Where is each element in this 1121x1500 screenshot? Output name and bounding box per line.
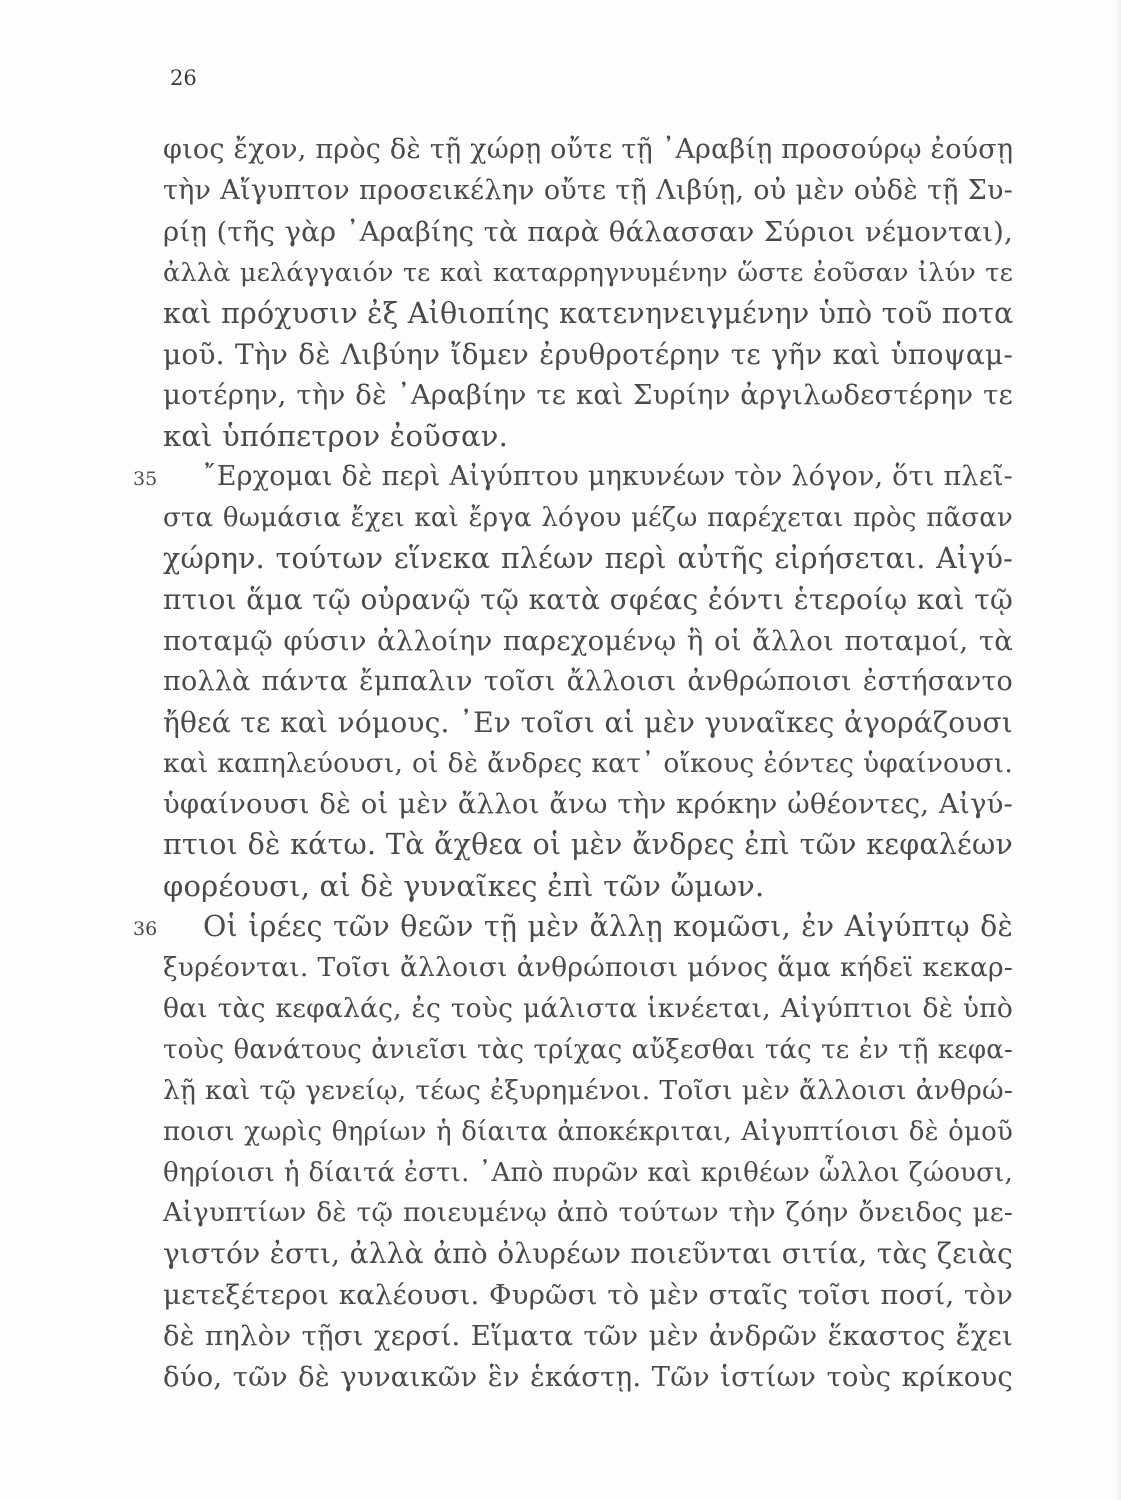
page-edge-shadow [1115,0,1121,1500]
text-line: πτιοι δὲ κάτω. Τὰ ἄχθεα οἱ μὲν ἄνδρες ἐπὶ τῶν κεφαλέων [163,828,1013,862]
text-line: ἤθεά τε καὶ νόμους. ᾽Εν τοῖσι αἱ μὲν γυναῖκες ἀγοράζουσι [163,705,1013,739]
section-number-35: 35 [133,468,158,491]
text-line: καὶ ὑπόπετρον ἐοῦσαν. [163,419,509,454]
text-line: ρίῃ (τῆς γὰρ ᾽Αραβίης τὰ παρὰ θάλασσαν Σύριοι νέμονται), [163,215,1013,248]
text-line: ἀλλὰ μελάγγαιόν τε καὶ καταρρηγνυμένην ὥστε ἐοῦσαν ἰλύν τε [163,257,1013,288]
text-line: δύο, τῶν δὲ γυναικῶν ἓν ἑκάστῃ. Τῶν ἱστίων τοὺς κρίκους [163,1361,1013,1393]
text-line: μοῦ. Τὴν δὲ Λιβύην ἴδμεν ἐρυθροτέρην τε γῆν καὶ ὑποψαμ- [163,337,1013,371]
text-line: Οἱ ἱρέες τῶν θεῶν τῇ μὲν ἄλλῃ κομῶσι, ἐν Αἰγύπτῳ δὲ [203,910,1013,944]
text-line: δὲ πηλὸν τῇσι χερσί. Εἵματα τῶν μὲν ἀνδρῶν ἕκαστος ἔχει [163,1320,1013,1353]
text-line: στα θωμάσια ἔχει καὶ ἔργα λόγου μέζω παρέχεται πρὸς πᾶσαν [163,503,1013,534]
text-line: Αἰγυπτίων δὲ τῷ ποιευμένῳ ἀπὸ τούτων τὴν ζόην ὄνειδος με- [163,1197,1013,1229]
text-line: ὑφαίνουσι δὲ οἱ μὲν ἄλλοι ἄνω τὴν κρόκην ὠθέοντες, Αἰγύ- [163,788,1013,821]
text-line: μετεξέτεροι καλέουσι. Φυρῶσι τὸ μὲν σταῖς τοῖσι ποσί, τὸν [163,1279,1013,1312]
text-line: καὶ καπηλεύουσι, οἱ δὲ ἄνδρες κατ᾽ οἴκους ἐόντες ὑφαίνουσι. [163,747,1013,779]
text-line: λῇ καὶ τῷ γενείῳ, τέως ἐξυρημένοι. Τοῖσι μὲν ἄλλοισι ἀνθρώ- [163,1074,1013,1106]
text-line: χώρην. τούτων εἵνεκα πλέων περὶ αὐτῆς εἰρήσεται. Αἰγύ- [163,542,1013,575]
page-number: 26 [170,66,197,90]
text-line: τὴν Αἴγυπτον προσεικέλην οὔτε τῇ Λιβύῃ, οὐ μὲν οὐδὲ τῇ Συ- [163,174,1013,206]
text-line: μοτέρην, τὴν δὲ ᾽Αραβίην τε καὶ Συρίην ἀργιλωδεστέρην τε [163,379,1013,412]
text-line: πολλὰ πάντα ἔμπαλιν τοῖσι ἄλλοισι ἀνθρώποισι ἐστήσαντο [163,665,1013,697]
text-line: τοὺς θανάτους ἀνιεῖσι τὰς τρίχας αὔξεσθαι τάς τε ἐν τῇ κεφα- [163,1034,1013,1065]
text-line: ποταμῷ φύσιν ἀλλοίην παρεχομένῳ ἢ οἱ ἄλλοι ποταμοί, τὰ [163,624,1013,657]
text-line: ῎Ερχομαι δὲ περὶ Αἰγύπτου μηκυνέων τὸν λόγον, ὅτι πλεῖ- [203,461,1013,493]
text-line: θαι τὰς κεφαλάς, ἐς τοὺς μάλιστα ἱκνέεται, Αἰγύπτιοι δὲ ὑπὸ [163,992,1013,1024]
text-line: φιος ἔχον, πρὸς δὲ τῇ χώρῃ οὔτε τῇ ᾽Αραβίῃ προσούρῳ ἐούσῃ [163,134,1014,165]
text-line: γιστόν ἐστι, ἀλλὰ ἀπὸ ὀλυρέων ποιεῦνται σιτία, τὰς ζειὰς [163,1237,1013,1271]
text-line: ποισι χωρὶς θηρίων ἡ δίαιτα ἀποκέκριται, Αἰγυπτίοισι δὲ ὁμοῦ [163,1116,1013,1147]
text-line: φορέουσι, αἱ δὲ γυναῖκες ἐπὶ τῶν ὤμων. [163,869,765,904]
text-line: πτιοι ἅμα τῷ οὐρανῷ τῷ κατὰ σφέας ἐόντι ἑτεροίῳ καὶ τῷ [163,582,1013,616]
text-line: θηρίοισι ἡ δίαιτά ἐστι. ᾽Απὸ πυρῶν καὶ κριθέων ὧλλοι ζώουσι, [163,1157,1013,1188]
text-line: καὶ πρόχυσιν ἐξ Αἰθιοπίης κατενηνειγμένην ὑπὸ τοῦ ποτα [163,296,1014,330]
text-line: ξυρέονται. Τοῖσι ἄλλοισι ἀνθρώποισι μόνος ἅμα κήδεϊ κεκαρ- [163,952,1013,983]
section-number-36: 36 [133,918,158,941]
